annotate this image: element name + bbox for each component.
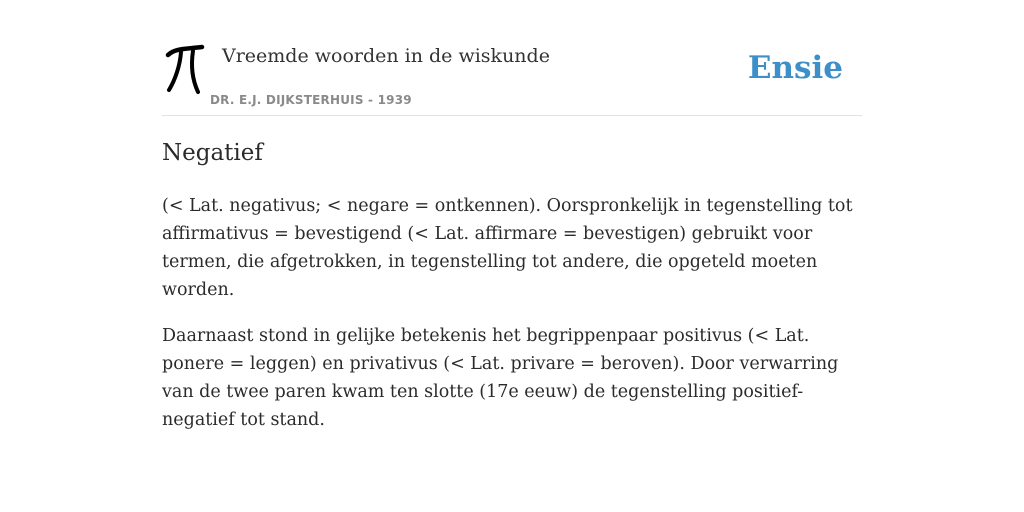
- book-title[interactable]: Vreemde woorden in de wiskunde: [222, 45, 550, 67]
- entry-paragraph: (< Lat. negativus; < negare = ontkennen). Oorspronkelijk in tegenstelling tot affirmativus = bevestigend (< Lat. affirmare = bevestigen) gebruikt voor termen, die afgetrokken, in tegenstelling tot andere, die opgeteld moeten worden.: [162, 196, 853, 300]
- entry-body: [162, 192, 864, 452]
- entry-title: Negatief: [162, 140, 263, 166]
- header-divider: [162, 115, 862, 116]
- brand-logo[interactable]: Ensie: [747, 50, 843, 86]
- entry-paragraph: Daarnaast stond in gelijke betekenis het begrippenpaar positivus (< Lat. ponere = leggen) en privativus (< Lat. privare = beroven). Door verwarring van de twee paren kwam ten slotte (17e eeuw) de tegenstelling positief-negatief tot stand.: [162, 326, 839, 430]
- pi-icon: [165, 44, 205, 96]
- author-line: DR. E.J. DIJKSTERHUIS - 1939: [210, 93, 412, 107]
